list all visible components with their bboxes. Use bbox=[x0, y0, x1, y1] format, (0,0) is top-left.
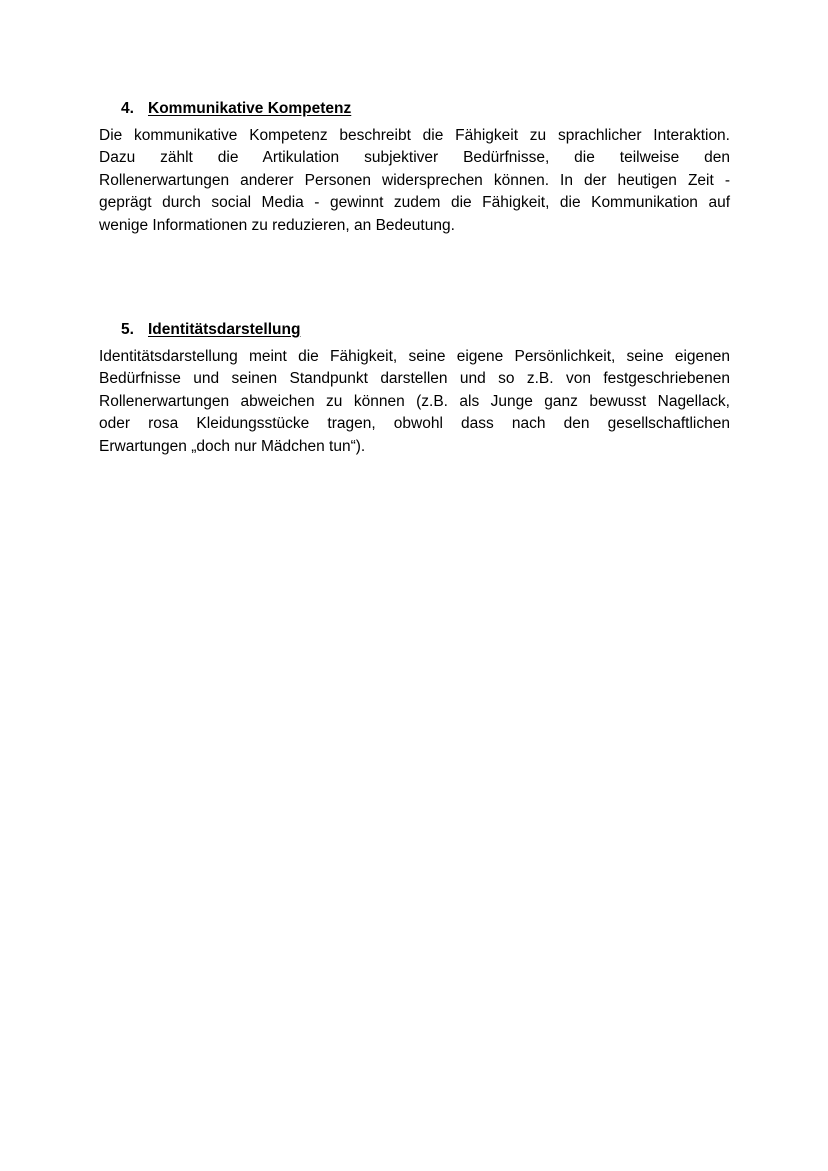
section-number: 4. bbox=[121, 100, 134, 117]
paragraph-line: oder rosa Kleidungsstücke tragen, obwohl dass nach den gesellschaftlichen bbox=[99, 415, 730, 433]
paragraph-line: Bedürfnisse und seinen Standpunkt darstellen und so z.B. von festgeschriebenen bbox=[99, 370, 730, 388]
section-paragraph bbox=[99, 125, 730, 237]
section-title: Identitätsdarstellung bbox=[148, 321, 301, 338]
paragraph-line: Rollenerwartungen abweichen zu können (z.B. als Junge ganz bewusst Nagellack, bbox=[99, 392, 730, 410]
paragraph-line: wenige Informationen zu reduzieren, an Bedeutung. bbox=[99, 216, 455, 234]
section-heading bbox=[121, 98, 730, 120]
section-title: Kommunikative Kompetenz bbox=[148, 100, 352, 117]
paragraph-line: Dazu zählt die Artikulation subjektiver Bedürfnisse, die teilweise den bbox=[99, 149, 730, 167]
paragraph-line: Identitätsdarstellung meint die Fähigkeit, seine eigene Persönlichkeit, seine eigenen bbox=[99, 348, 730, 365]
section-identitaetsdarstellung bbox=[99, 319, 730, 458]
section-heading bbox=[121, 319, 730, 341]
section-kommunikative-kompetenz bbox=[99, 98, 730, 237]
section-number: 5. bbox=[121, 321, 134, 338]
paragraph-line: geprägt durch social Media - gewinnt zudem die Fähigkeit, die Kommunikation auf bbox=[99, 194, 730, 212]
paragraph-line: Die kommunikative Kompetenz beschreibt die Fähigkeit zu sprachlicher Interaktion. bbox=[99, 127, 730, 144]
paragraph-line: Erwartungen „doch nur Mädchen tun“). bbox=[99, 437, 366, 455]
section-paragraph bbox=[99, 346, 730, 458]
paragraph-line: Rollenerwartungen anderer Personen widersprechen können. In der heutigen Zeit - bbox=[99, 171, 730, 189]
